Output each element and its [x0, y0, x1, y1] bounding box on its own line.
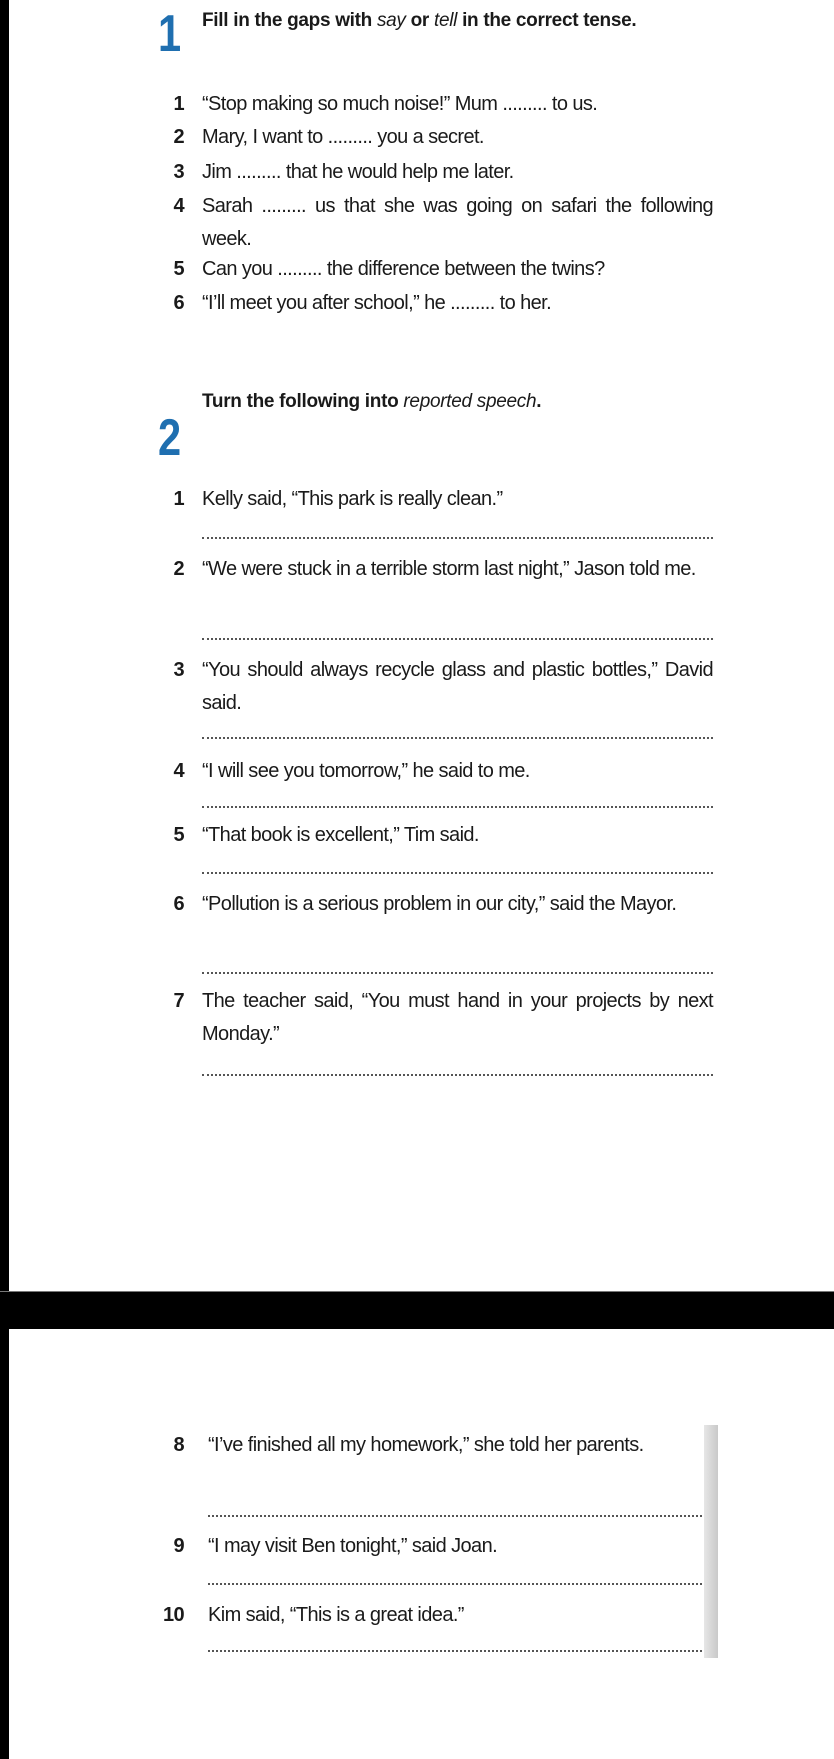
exercise-2-item: 1 Kelly said, “This park is really clean.”	[173, 488, 503, 510]
answer-line[interactable]	[208, 1515, 702, 1517]
exercise-2-item: 7 The teacher said, “You must hand in your projects by next Monday.”	[173, 990, 713, 1045]
exercise-2-item: 4 “I will see you tomorrow,” he said to me.	[173, 760, 530, 782]
exercise-1-number: 1	[158, 5, 182, 63]
exercise-2-item: 5 “That book is excellent,” Tim said.	[173, 824, 479, 846]
exercise-2-number: 2	[158, 409, 182, 467]
answer-line[interactable]	[202, 806, 713, 808]
answer-line[interactable]	[202, 1074, 713, 1076]
exercise-1-item: 2 Mary, I want to ......... you a secret.	[173, 126, 484, 148]
exercise-1-item: 6 “I’ll meet you after school,” he ......... to her.	[173, 292, 552, 314]
answer-line[interactable]	[202, 872, 713, 874]
page-separator-band	[0, 1291, 834, 1329]
page-edge-shadow	[704, 1425, 718, 1658]
exercise-2-instruction: Turn the following into reported speech.	[202, 391, 542, 412]
exercise-1-item: 1 “Stop making so much noise!” Mum ......... to us.	[173, 93, 598, 115]
exercise-1-item: 5 Can you ......... the difference between the twins?	[173, 258, 605, 280]
exercise-1-item: 3 Jim ......... that he would help me later.	[173, 161, 514, 183]
answer-line[interactable]	[202, 972, 713, 974]
left-black-border	[0, 0, 9, 1759]
exercise-1-item: 4 Sarah ......... us that she was going on safari the following week.	[173, 195, 713, 250]
exercise-1-instruction: Fill in the gaps with say or tell in the correct tense.	[202, 10, 637, 31]
answer-line[interactable]	[202, 537, 713, 539]
answer-line[interactable]	[208, 1650, 702, 1652]
exercise-2-item: 2 “We were stuck in a terrible storm last night,” Jason told me.	[173, 558, 696, 580]
exercise-2-item: 9 “I may visit Ben tonight,” said Joan.	[173, 1535, 498, 1557]
answer-line[interactable]	[202, 638, 713, 640]
exercise-2-item: 6 “Pollution is a serious problem in our city,” said the Mayor.	[173, 893, 677, 915]
exercise-2-item: 10 Kim said, “This is a great idea.”	[162, 1604, 464, 1626]
exercise-2-item: 8 “I’ve finished all my homework,” she told her parents.	[173, 1434, 644, 1456]
answer-line[interactable]	[208, 1583, 702, 1585]
exercise-2-item: 3 “You should always recycle glass and plastic bottles,” David said.	[173, 659, 713, 714]
answer-line[interactable]	[202, 737, 713, 739]
